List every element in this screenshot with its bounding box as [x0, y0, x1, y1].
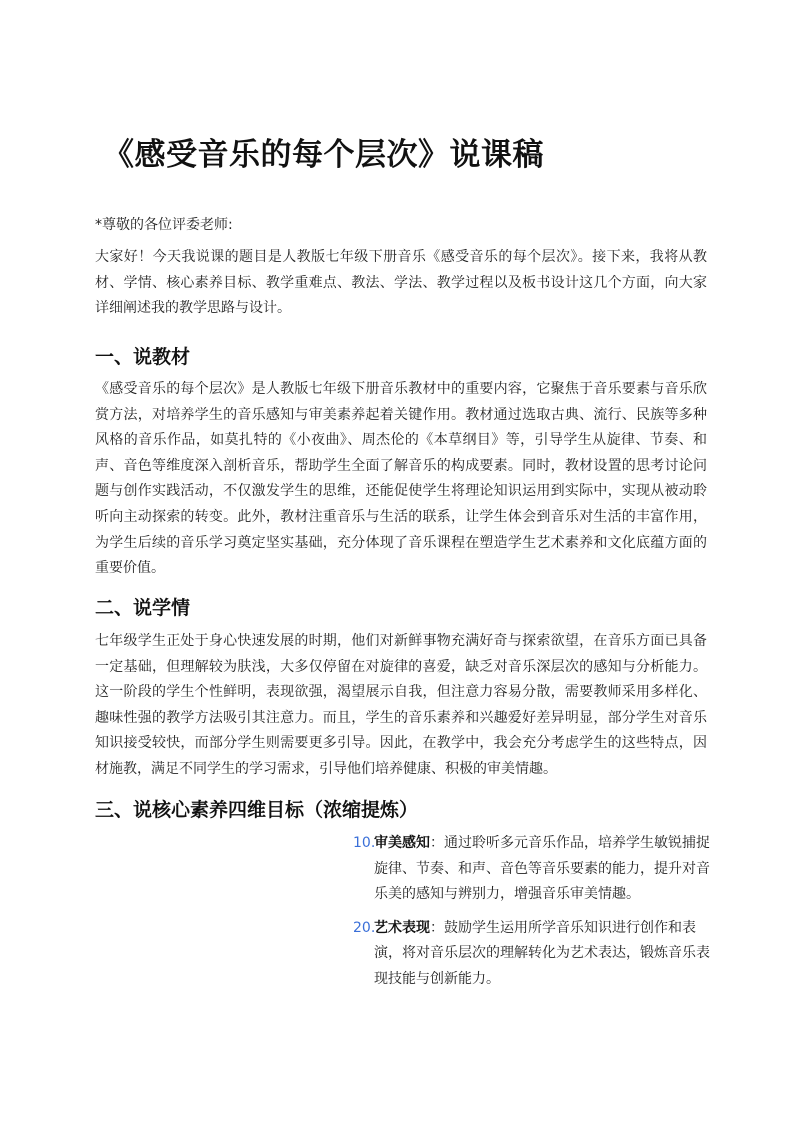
goal-number: 20.	[353, 919, 376, 936]
section-heading-textbook: 一、说教材	[95, 346, 191, 368]
salutation: *尊敬的各位评委老师:	[95, 217, 233, 233]
goal-number: 10.	[353, 835, 376, 851]
goal-name: 审美感知	[374, 835, 430, 851]
section-body-textbook: 《感受音乐的每个层次》是人教版七年级下册音乐教材中的重要内容，它聚焦于音乐要素与音乐欣赏方法，对培养学生的音乐感知与审美素养起着关键作用。教材通过选取古典、流行、民族等多种风格的音乐作品，如莫扎特的《小夜曲》、周杰伦的《本草纲目》等，引导学生从旋律、节奏、和声、音色等维度深入剖析音乐，帮助学生全面了解音乐的构成要素。同时，教材设置的思考讨论问题与创作实践活动，不仅激发学生的思维，还能促使学生将理论知识运用到实际中，实现从被动聆听向主动探索的转变。此外，教材注重音乐与生活的联系，让学生体会到音乐对生活的丰富作用，为学生后续的音乐学习奠定坚实基础，充分体现了音乐课程在塑造学生艺术素养和文化底蕴方面的重要价值。	[95, 381, 707, 577]
goal-text: ：通过聆听多元音乐作品，培养学生敏锐捕捉旋律、节奏、和声、音色等音乐要素的能力，提升对音乐美的感知与辨别力，增强音乐审美情趣。	[374, 835, 710, 903]
document-title: 《感受音乐的每个层次》说课稿	[103, 137, 544, 173]
section-heading-goals: 三、说核心素养四维目标（浓缩提炼）	[95, 799, 419, 821]
goal-content	[374, 831, 710, 908]
list-item	[355, 831, 710, 908]
intro-paragraph: 大家好！今天我说课的题目是人教版七年级下册音乐《感受音乐的每个层次》。接下来，我将从教材、学情、核心素养目标、教学重难点、教法、学法、教学过程以及板书设计这几个方面，向大家详细阐述我的教学思路与设计。	[95, 249, 707, 317]
goal-content	[374, 916, 710, 993]
goal-name: 艺术表现	[374, 919, 430, 936]
list-item	[355, 916, 710, 993]
section-body-students: 七年级学生正处于身心快速发展的时期，他们对新鲜事物充满好奇与探索欲望，在音乐方面已具备一定基础，但理解较为肤浅，大多仅停留在对旋律的喜爱，缺乏对音乐深层次的感知与分析能力。这一阶段的学生个性鲜明，表现欲强，渴望展示自我，但注意力容易分散，需要教师采用多样化、趣味性强的教学方法吸引其注意力。而且，学生的音乐素养和兴趣爱好差异明显，部分学生对音乐知识接受较快，而部分学生则需要更多引导。因此，在教学中，我会充分考虑学生的这些特点，因材施教，满足不同学生的学习需求，引导他们培养健康、积极的审美情趣。	[95, 633, 707, 777]
section-heading-students: 二、说学情	[95, 597, 191, 619]
goal-text: ：鼓励学生运用所学音乐知识进行创作和表演，将对音乐层次的理解转化为艺术表达，锻炼音乐表现技能与创新能力。	[374, 919, 710, 987]
goals-list	[355, 831, 710, 1001]
